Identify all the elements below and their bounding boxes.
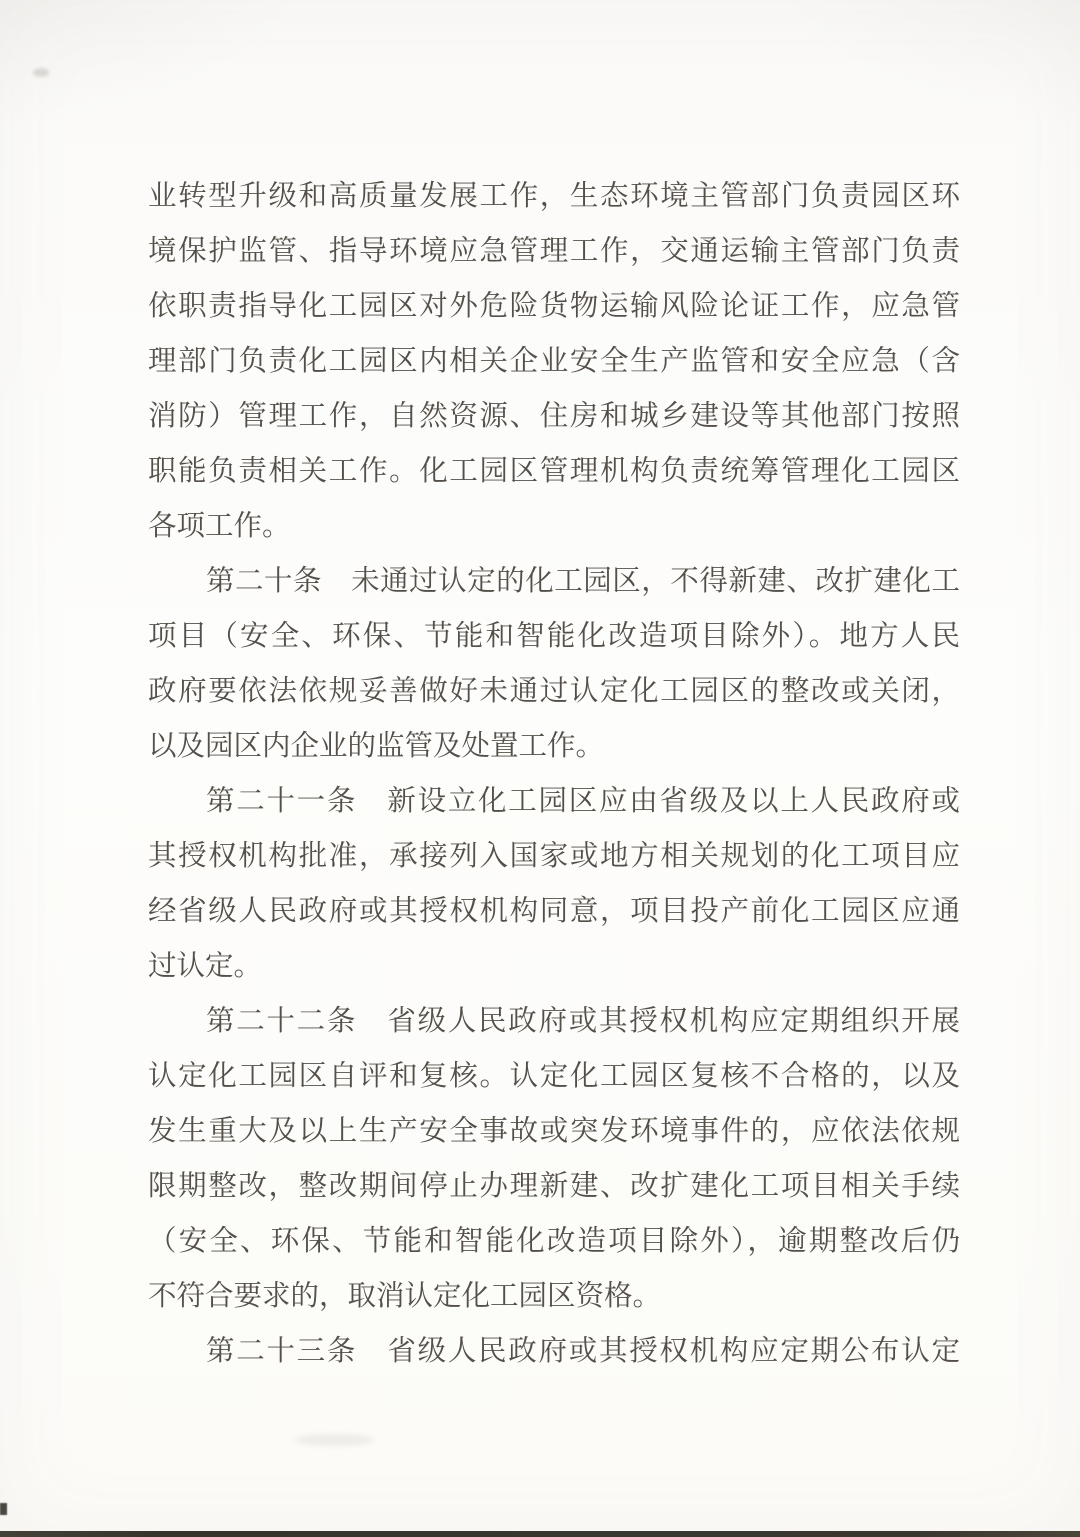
- text-line: 发生重大及以上生产安全事故或突发环境事件的，应依法依规: [148, 1114, 960, 1147]
- article-number: 第二十三条: [206, 1334, 358, 1367]
- page-bottom-edge: [0, 1531, 1080, 1537]
- scan-edge-artifact: [0, 1503, 7, 1515]
- text-line: （安全、环保、节能和智能化改造项目除外），逾期整改后仍: [148, 1224, 960, 1257]
- text-line: 政府要依法依规妥善做好未通过认定化工园区的整改或关闭，: [148, 674, 960, 707]
- text-line: 职能负责相关工作。化工园区管理机构负责统筹管理化工园区: [148, 454, 960, 487]
- text-line: 各项工作。: [148, 509, 291, 542]
- text-line: 限期整改，整改期间停止办理新建、改扩建化工项目相关手续: [148, 1169, 960, 1202]
- article-number: 第二十二条: [206, 1004, 358, 1037]
- text-line: 经省级人民政府或其授权机构同意，项目投产前化工园区应通: [148, 894, 960, 927]
- text-line: 理部门负责化工园区内相关企业安全生产监管和安全应急（含: [148, 344, 960, 377]
- text-line: 业转型升级和高质量发展工作，生态环境主管部门负责园区环: [148, 179, 960, 212]
- document-body: [148, 168, 960, 1378]
- article-number: 第二十条: [206, 564, 323, 597]
- text-line: 其授权机构批准，承接列入国家或地方相关规划的化工项目应: [148, 839, 960, 872]
- text-line: 项目（安全、环保、节能和智能化改造项目除外）。地方人民: [148, 619, 960, 652]
- text-line: 依职责指导化工园区对外危险货物运输风险论证工作，应急管: [148, 289, 960, 322]
- text-line: 认定化工园区自评和复核。认定化工园区复核不合格的，以及: [148, 1059, 960, 1092]
- text-line: 第二十条 未通过认定的化工园区，不得新建、改扩建化工: [206, 564, 960, 597]
- text-line: 第二十三条 省级人民政府或其授权机构应定期公布认定: [206, 1334, 960, 1367]
- text-line: 第二十二条 省级人民政府或其授权机构应定期组织开展: [206, 1004, 960, 1037]
- text-line: 以及园区内企业的监管及处置工作。: [148, 729, 605, 762]
- scan-smudge-bottom: [295, 1434, 375, 1446]
- text-line: 消防）管理工作，自然资源、住房和城乡建设等其他部门按照: [148, 399, 960, 432]
- text-line: 过认定。: [148, 949, 263, 982]
- article-number: 第二十一条: [206, 784, 358, 817]
- text-line: 境保护监管、指导环境应急管理工作，交通运输主管部门负责: [148, 234, 960, 267]
- text-line: 第二十一条 新设立化工园区应由省级及以上人民政府或: [206, 784, 960, 817]
- scan-smudge-top-left: [33, 68, 49, 77]
- text-line: 不符合要求的，取消认定化工园区资格。: [148, 1279, 662, 1312]
